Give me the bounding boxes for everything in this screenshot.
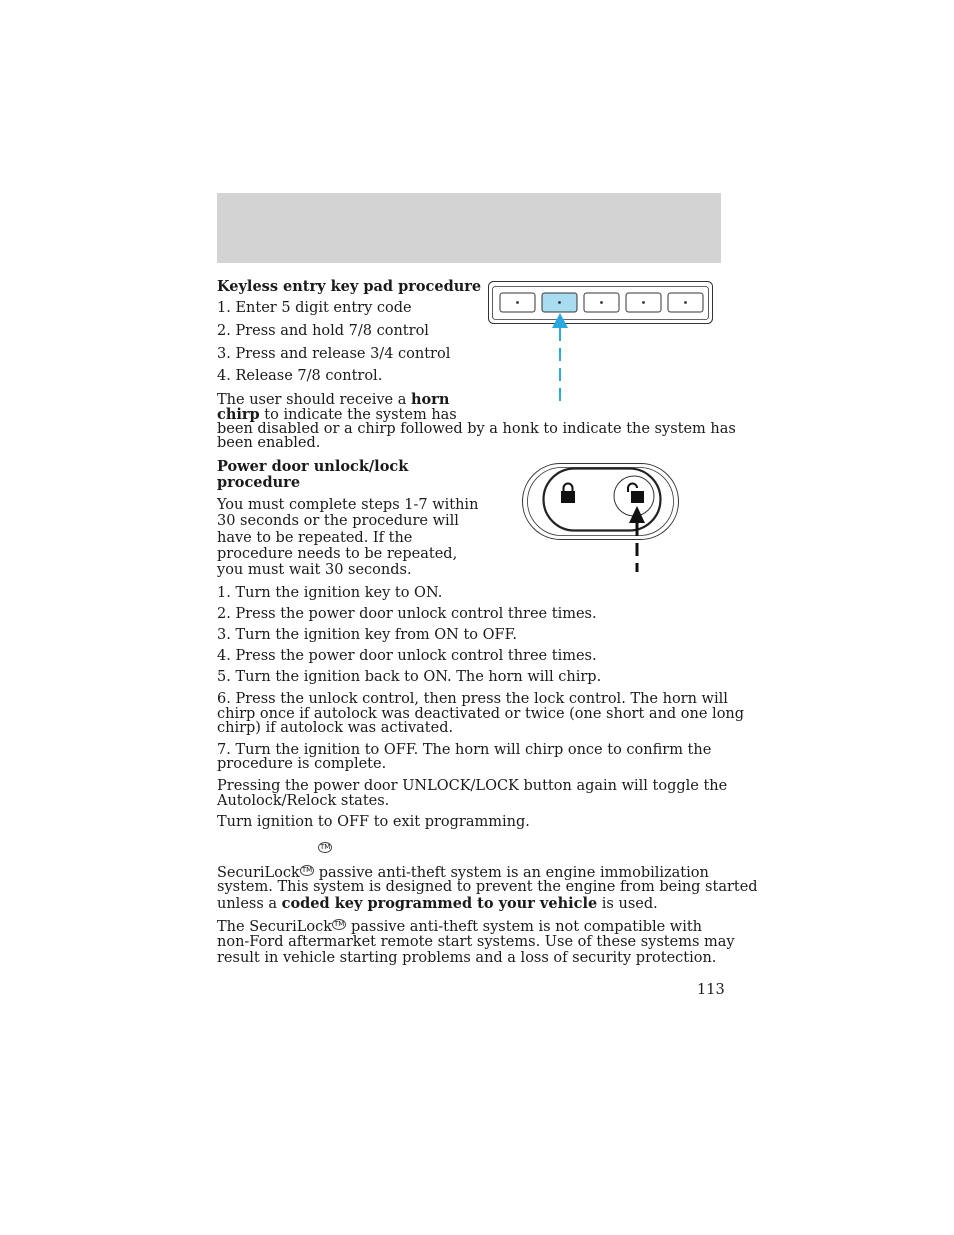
- securilock-p1-line-1: SecuriLock TM passive anti-theft system is an engine immobilization: [217, 865, 709, 881]
- securilock-p2-line-3: result in vehicle starting problems and a loss of security protection.: [217, 950, 717, 966]
- power-lock-intro-line-2: 30 seconds or the procedure will: [217, 513, 459, 529]
- power-lock-step-4: 4. Press the power door unlock control three times.: [217, 648, 597, 664]
- power-lock-heading-1: Power door unlock/lock: [217, 458, 409, 475]
- keypad-result-line-3: been disabled or a chirp followed by a honk to indicate the system has: [217, 421, 736, 437]
- toggle-note-line-2: Autolock/Relock states.: [217, 793, 390, 809]
- power-lock-step-3: 3. Turn the ignition key from ON to OFF.: [217, 627, 517, 643]
- power-lock-intro-line-3: have to be repeated. If the: [217, 530, 413, 546]
- power-lock-step-6-line-1: 6. Press the unlock control, then press the lock control. The horn will: [217, 691, 728, 707]
- power-lock-step-7-line-2: procedure is complete.: [217, 756, 387, 772]
- keypad-dot-icon: [642, 301, 645, 304]
- toggle-note-line-1: Pressing the power door UNLOCK/LOCK button again will toggle the: [217, 778, 728, 794]
- keypad-dot-icon: [600, 301, 603, 304]
- keypad-heading: Keyless entry key pad procedure: [217, 278, 482, 295]
- keypad-step-4: 4. Release 7/8 control.: [217, 368, 383, 384]
- power-lock-step-6-line-3: chirp) if autolock was activated.: [217, 720, 454, 736]
- trademark-symbol: TM: [320, 843, 331, 851]
- power-lock-heading-2: procedure: [217, 474, 301, 491]
- power-lock-step-7-line-1: 7. Turn the ignition to OFF. The horn will chirp once to confirm the: [217, 742, 712, 758]
- keypad-result-line-4: been enabled.: [217, 435, 321, 451]
- keypad-result-line-1: The user should receive a horn: [217, 391, 450, 408]
- keypad-arrow-icon: [552, 313, 568, 403]
- power-lock-intro-line-4: procedure needs to be repeated,: [217, 546, 458, 562]
- keypad-dot-icon: [684, 301, 687, 304]
- page-number: 113: [697, 982, 725, 998]
- keypad-illustration: [486, 279, 716, 405]
- keypad-step-2: 2. Press and hold 7/8 control: [217, 323, 429, 339]
- securilock-p1-line-2: system. This system is designed to prevent the engine from being started: [217, 879, 758, 895]
- keypad-step-3: 3. Press and release 3/4 control: [217, 346, 451, 362]
- section-header-band: [217, 193, 721, 263]
- power-lock-step-5: 5. Turn the ignition back to ON. The horn will chirp.: [217, 669, 602, 685]
- keypad-dot-icon: [516, 301, 519, 304]
- keypad-dot-icon: [558, 301, 561, 304]
- keypad-result-line-2: chirp to indicate the system has: [217, 406, 457, 423]
- power-lock-intro-line-5: you must wait 30 seconds.: [217, 562, 412, 578]
- securilock-p2-line-1: The SecuriLock TM passive anti-theft system is not compatible with: [217, 919, 703, 935]
- power-lock-step-2: 2. Press the power door unlock control three times.: [217, 606, 597, 622]
- keypad-buttons: [500, 293, 703, 312]
- power-lock-intro-line-1: You must complete steps 1-7 within: [217, 497, 479, 513]
- door-lock-switch-illustration: [520, 460, 682, 574]
- exit-programming-note: Turn ignition to OFF to exit programming.: [217, 814, 530, 830]
- securilock-p2-line-2: non-Ford aftermarket remote start systems. Use of these systems may: [217, 934, 735, 950]
- power-lock-step-1: 1. Turn the ignition key to ON.: [217, 585, 443, 601]
- securilock-p1-line-3: unless a coded key programmed to your vehicle is used.: [217, 895, 658, 912]
- keypad-step-1: 1. Enter 5 digit entry code: [217, 300, 412, 316]
- power-lock-step-6-line-2: chirp once if autolock was deactivated or twice (one short and one long: [217, 706, 745, 722]
